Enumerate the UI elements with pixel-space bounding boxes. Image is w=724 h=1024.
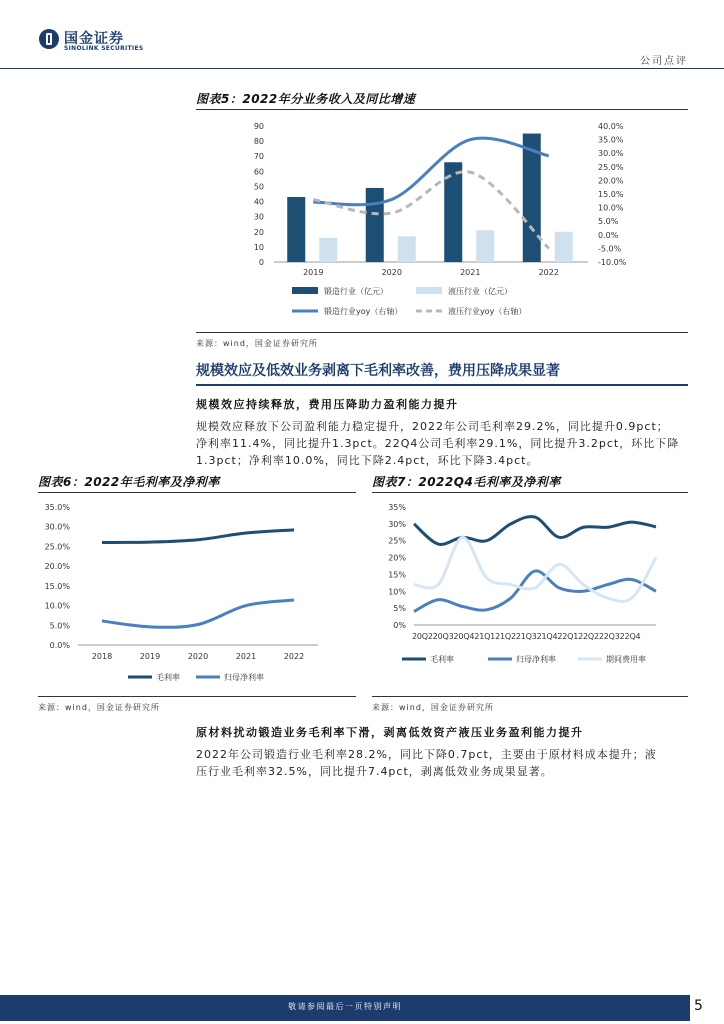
legend-label: 归母净利率: [224, 673, 264, 682]
y-tick-label: 5%: [393, 604, 406, 614]
section2-paragraph: [196, 746, 696, 780]
y-left-tick-label: 40: [253, 197, 264, 207]
section-subheading: 规模效应持续释放，费用压降助力盈利能力提升: [196, 398, 459, 411]
paragraph-line: 规模效应释放下公司盈利能力稳定提升，2022年公司毛利率29.2%，同比提升0.9pct；: [196, 420, 669, 433]
line-series-2: [313, 138, 549, 205]
y-right-tick-label: 10.0%: [598, 203, 624, 213]
section1-paragraph: [196, 418, 696, 469]
y-left-tick-label: 80: [253, 137, 264, 147]
y-left-tick-label: 90: [253, 122, 264, 131]
figure6-top-rule: [38, 492, 356, 493]
figure7-bottom-rule: [372, 696, 688, 697]
y-right-tick-label: 35.0%: [598, 135, 624, 145]
company-name-en: SINOLINK SECURITIES: [64, 45, 144, 52]
annual-margin-chart: [38, 495, 356, 695]
y-left-tick-label: 60: [253, 167, 264, 177]
legend-swatch: [292, 287, 318, 294]
figure5-source: 来源：wind，国金证券研究所: [196, 339, 318, 348]
bar-series-0: [366, 188, 384, 262]
y-right-tick-label: 25.0%: [598, 162, 624, 172]
y-tick-label: 10.0%: [44, 601, 70, 611]
figure6-bottom-rule: [38, 696, 356, 697]
bar-series-1: [398, 236, 416, 262]
legend-label: 毛利率: [430, 655, 454, 664]
section-heading: 规模效应及低效业务剥离下毛利率改善，费用压降成果显著: [196, 363, 560, 379]
document-type: 公司点评: [640, 56, 688, 67]
section-heading-rule: [196, 384, 688, 386]
y-tick-label: 30%: [388, 519, 406, 529]
y-right-tick-label: 15.0%: [598, 190, 624, 199]
paragraph-line: 2022年公司锻造行业毛利率28.2%，同比下降0.7pct，主要由于原材料成本提升；液: [196, 748, 657, 761]
y-tick-label: 15.0%: [44, 581, 70, 591]
paragraph-line: 压行业毛利率32.5%，同比提升7.4pct，剥离低效业务成果显著。: [196, 765, 553, 778]
line-series-0: [414, 517, 656, 545]
y-left-tick-label: 30: [253, 212, 264, 222]
legend-label: 液压行业yoy（右轴）: [448, 307, 527, 316]
company-logo-icon: [38, 28, 60, 50]
y-tick-label: 35%: [388, 503, 406, 512]
y-right-tick-label: 30.0%: [598, 149, 624, 159]
y-tick-label: 20%: [388, 553, 406, 563]
y-right-tick-label: 40.0%: [598, 122, 624, 131]
legend-swatch: [416, 287, 442, 294]
y-left-tick-label: 70: [253, 152, 264, 162]
y-right-tick-label: -5.0%: [598, 244, 622, 254]
paragraph-line: 净利率11.4%，同比提升1.3pct。22Q4公司毛利率29.1%，同比提升3.2pct，环比下降: [196, 437, 680, 450]
y-right-tick-label: 20.0%: [598, 176, 624, 186]
legend-label: 液压行业（亿元）: [448, 287, 512, 296]
footer-disclaimer: 敬请参阅最后一页特别声明: [288, 1002, 402, 1011]
y-tick-label: 0%: [393, 621, 406, 630]
figure6-source: 来源：wind，国金证券研究所: [38, 703, 160, 712]
x-tick-label: 2021: [460, 268, 481, 277]
x-tick-label: 2022: [538, 268, 559, 277]
line-series-3: [313, 172, 549, 249]
x-tick-label: 2022: [283, 652, 305, 661]
legend-label: 锻造行业（亿元）: [324, 287, 388, 296]
y-left-tick-label: 10: [253, 242, 264, 252]
figure7-title: 图表7：2022Q4毛利率及净利率: [372, 475, 561, 489]
y-tick-label: 5.0%: [49, 621, 70, 631]
x-tick-label: 2019: [303, 268, 324, 277]
y-right-tick-label: -10.0%: [598, 258, 627, 267]
x-tick-label: 2020: [381, 268, 402, 277]
figure5-top-rule: [196, 109, 688, 110]
figure5-bottom-rule: [196, 332, 688, 333]
line-series-0: [102, 530, 294, 543]
y-left-tick-label: 50: [253, 182, 264, 192]
y-tick-label: 20.0%: [44, 562, 70, 572]
legend-label: 归母净利率: [516, 655, 556, 664]
figure6-title: 图表6：2022年毛利率及净利率: [38, 475, 220, 489]
line-series-1: [102, 600, 294, 627]
company-name-cn: 国金证券: [64, 31, 124, 47]
figure5-title: 图表5：2022年分业务收入及同比增速: [196, 92, 416, 106]
quarterly-margin-chart: [372, 495, 688, 695]
y-tick-label: 30.0%: [44, 522, 70, 532]
revenue-growth-chart: [196, 112, 688, 332]
legend-label: 毛利率: [156, 673, 180, 682]
x-tick-labels: 20Q220Q320Q421Q121Q221Q321Q422Q122Q222Q322Q4: [412, 632, 641, 641]
figure7-source: 来源：wind，国金证券研究所: [372, 703, 494, 712]
x-tick-label: 2018: [91, 652, 113, 661]
line-series-2: [414, 537, 656, 601]
y-tick-label: 25.0%: [44, 542, 70, 552]
figure7-top-rule: [372, 492, 688, 493]
section2-subheading: 原材料扰动锻造业务毛利率下滑，剥离低效资产液压业务盈利能力提升: [196, 726, 584, 739]
y-left-tick-label: 0: [258, 258, 264, 267]
bar-series-1: [319, 238, 337, 262]
y-tick-label: 15%: [388, 570, 406, 580]
paragraph-line: 1.3pct；净利率10.0%，同比下降2.4pct，环比下降3.4pct。: [196, 454, 539, 467]
y-tick-label: 35.0%: [44, 503, 70, 512]
y-left-tick-label: 20: [253, 227, 264, 237]
y-tick-label: 25%: [388, 536, 406, 546]
y-right-tick-label: 0.0%: [598, 230, 619, 240]
legend-label: 期间费用率: [606, 655, 646, 664]
bar-series-1: [555, 232, 573, 262]
x-tick-label: 2021: [235, 652, 257, 661]
page-number: 5: [694, 998, 703, 1014]
y-tick-label: 10%: [388, 587, 406, 597]
line-series-1: [414, 571, 656, 612]
bar-series-1: [476, 230, 494, 262]
x-tick-label: 2019: [139, 652, 161, 661]
legend-label: 锻造行业yoy（右轴）: [324, 307, 403, 316]
header-divider: [0, 68, 724, 69]
bar-series-0: [287, 197, 305, 262]
x-tick-label: 2020: [187, 652, 209, 661]
y-right-tick-label: 5.0%: [598, 217, 619, 227]
y-tick-label: 0.0%: [49, 641, 70, 650]
